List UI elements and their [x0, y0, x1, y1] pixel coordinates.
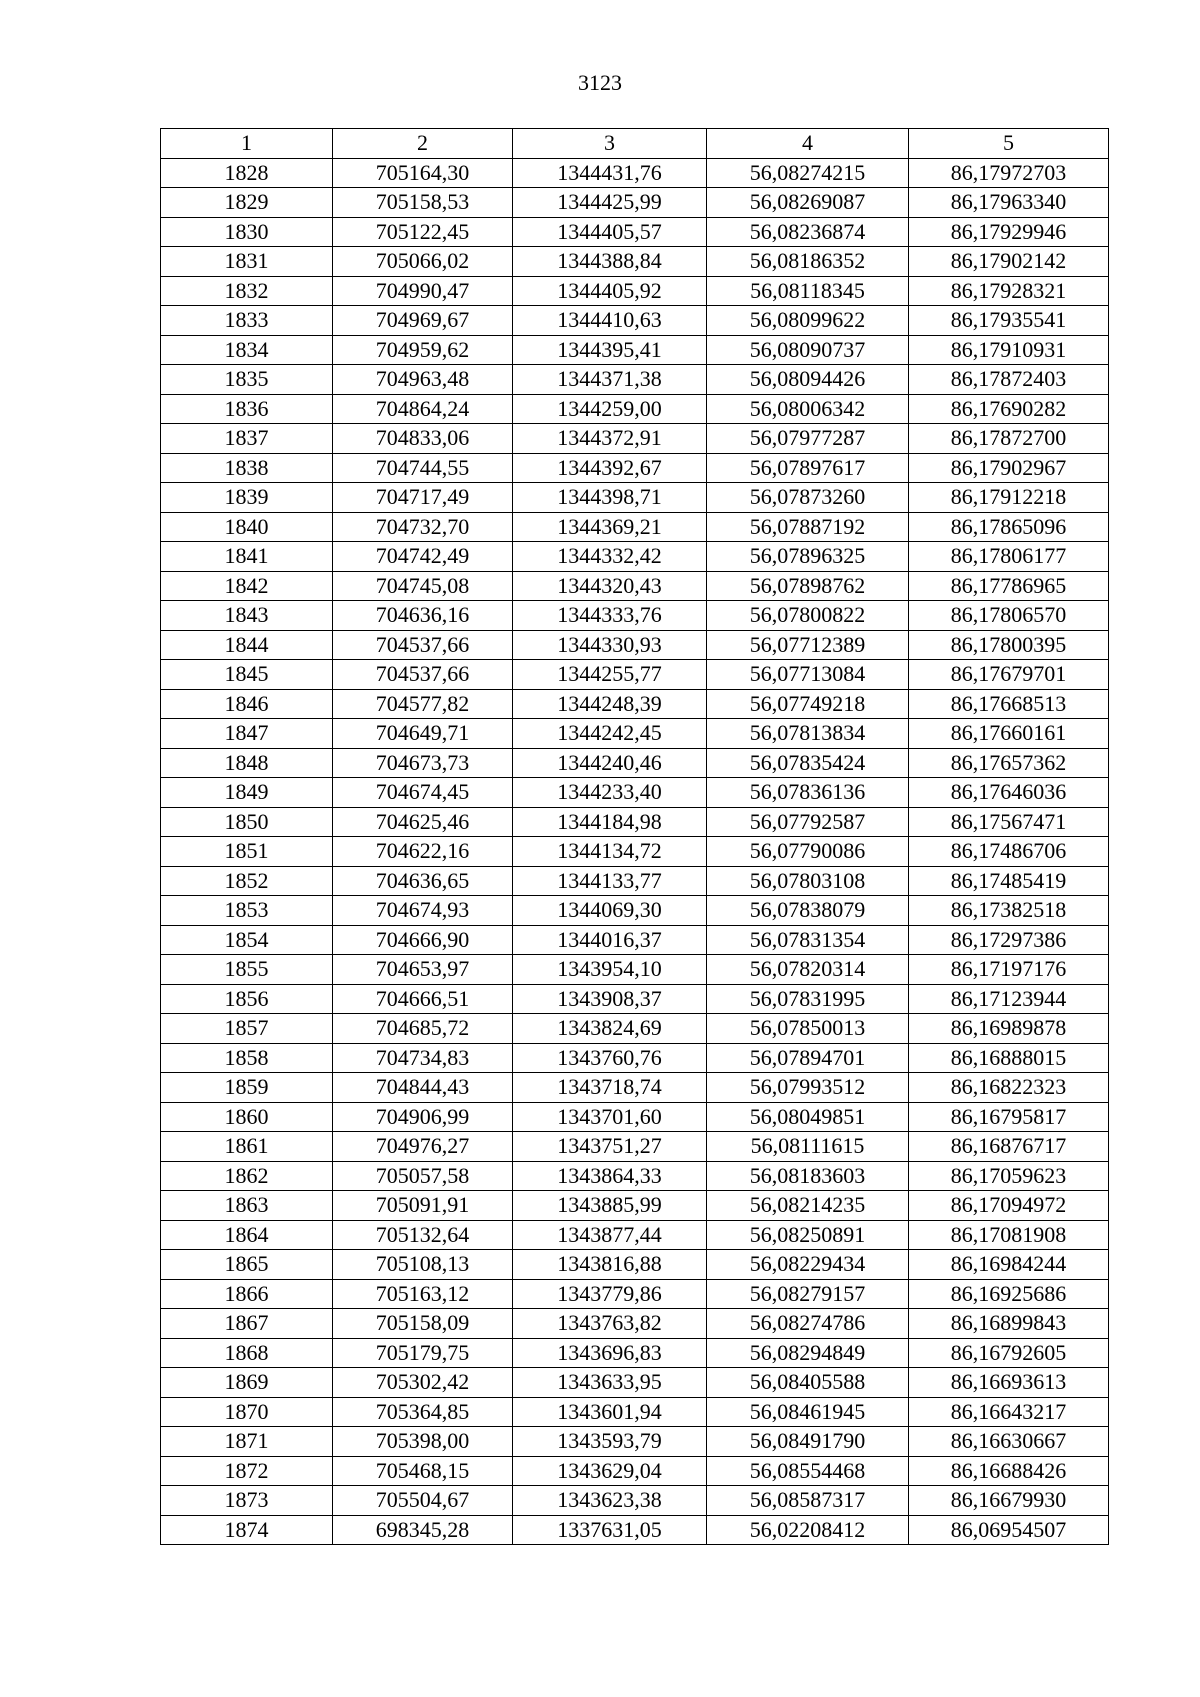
column-header-4: 4 [707, 129, 909, 159]
table-cell-col-2: 704833,06 [333, 424, 513, 454]
table-cell-col-3: 1343633,95 [513, 1368, 707, 1398]
table-cell-col-2: 704744,55 [333, 453, 513, 483]
table-cell-col-3: 1343593,79 [513, 1427, 707, 1457]
table-row [161, 335, 1109, 365]
table-row [161, 896, 1109, 926]
table-row [161, 660, 1109, 690]
table-cell-col-5: 86,17929946 [909, 217, 1109, 247]
table-cell-col-5: 86,17660161 [909, 719, 1109, 749]
table-cell-col-1: 1874 [161, 1515, 333, 1545]
table-cell-col-5: 86,17657362 [909, 748, 1109, 778]
table-cell-col-1: 1835 [161, 365, 333, 395]
table-cell-col-3: 1344242,45 [513, 719, 707, 749]
table-row [161, 1456, 1109, 1486]
header-row [161, 129, 1109, 159]
table-cell-col-5: 86,16630667 [909, 1427, 1109, 1457]
table-row [161, 807, 1109, 837]
table-cell-col-4: 56,07790086 [707, 837, 909, 867]
table-cell-col-1: 1860 [161, 1102, 333, 1132]
table-cell-col-5: 86,17690282 [909, 394, 1109, 424]
table-cell-col-2: 704636,16 [333, 601, 513, 631]
table-cell-col-3: 1343763,82 [513, 1309, 707, 1339]
table-cell-col-2: 704734,83 [333, 1043, 513, 1073]
table-row [161, 1191, 1109, 1221]
table-cell-col-3: 1343885,99 [513, 1191, 707, 1221]
table-row [161, 247, 1109, 277]
table-cell-col-3: 1344398,71 [513, 483, 707, 513]
table-cell-col-4: 56,07896325 [707, 542, 909, 572]
table-cell-col-5: 86,17935541 [909, 306, 1109, 336]
table-cell-col-4: 56,08186352 [707, 247, 909, 277]
table-cell-col-1: 1859 [161, 1073, 333, 1103]
table-row [161, 1220, 1109, 1250]
table-cell-col-5: 86,16888015 [909, 1043, 1109, 1073]
table-cell-col-1: 1841 [161, 542, 333, 572]
table-cell-col-5: 86,16925686 [909, 1279, 1109, 1309]
table-cell-col-5: 86,17123944 [909, 984, 1109, 1014]
table-cell-col-3: 1343864,33 [513, 1161, 707, 1191]
table-cell-col-5: 86,17668513 [909, 689, 1109, 719]
table-cell-col-4: 56,07897617 [707, 453, 909, 483]
table-cell-col-5: 86,17872403 [909, 365, 1109, 395]
table-cell-col-4: 56,08491790 [707, 1427, 909, 1457]
page-number: 3123 [578, 70, 622, 95]
table-row [161, 1338, 1109, 1368]
table-cell-col-1: 1853 [161, 896, 333, 926]
table-cell-col-1: 1845 [161, 660, 333, 690]
table-row [161, 1279, 1109, 1309]
table-cell-col-3: 1344069,30 [513, 896, 707, 926]
table-cell-col-5: 86,17912218 [909, 483, 1109, 513]
table-cell-col-4: 56,07831995 [707, 984, 909, 1014]
table-cell-col-1: 1849 [161, 778, 333, 808]
table-row [161, 1368, 1109, 1398]
table-cell-col-3: 1344332,42 [513, 542, 707, 572]
table-cell-col-3: 1344134,72 [513, 837, 707, 867]
table-cell-col-4: 56,07713084 [707, 660, 909, 690]
table-cell-col-5: 86,16792605 [909, 1338, 1109, 1368]
table-cell-col-4: 56,07850013 [707, 1014, 909, 1044]
table-cell-col-2: 704906,99 [333, 1102, 513, 1132]
table-row [161, 1250, 1109, 1280]
table-cell-col-5: 86,16643217 [909, 1397, 1109, 1427]
table-cell-col-4: 56,08279157 [707, 1279, 909, 1309]
table-cell-col-5: 86,17872700 [909, 424, 1109, 454]
table-cell-col-1: 1848 [161, 748, 333, 778]
table-cell-col-2: 705132,64 [333, 1220, 513, 1250]
table-row [161, 689, 1109, 719]
table-row [161, 1132, 1109, 1162]
table-cell-col-3: 1344184,98 [513, 807, 707, 837]
table-cell-col-4: 56,08294849 [707, 1338, 909, 1368]
table-cell-col-3: 1343779,86 [513, 1279, 707, 1309]
table-cell-col-2: 704990,47 [333, 276, 513, 306]
table-cell-col-2: 704666,51 [333, 984, 513, 1014]
table-cell-col-4: 56,07820314 [707, 955, 909, 985]
table-cell-col-5: 86,17928321 [909, 276, 1109, 306]
table-cell-col-4: 56,08214235 [707, 1191, 909, 1221]
table-cell-col-2: 704625,46 [333, 807, 513, 837]
table-cell-col-4: 56,07800822 [707, 601, 909, 631]
table-row [161, 483, 1109, 513]
table-cell-col-1: 1864 [161, 1220, 333, 1250]
table-cell-col-4: 56,08049851 [707, 1102, 909, 1132]
table-cell-col-1: 1850 [161, 807, 333, 837]
table-cell-col-3: 1344410,63 [513, 306, 707, 336]
table-cell-col-4: 56,07792587 [707, 807, 909, 837]
table-cell-col-4: 56,07803108 [707, 866, 909, 896]
table-cell-col-5: 86,17567471 [909, 807, 1109, 837]
table-cell-col-1: 1832 [161, 276, 333, 306]
table-cell-col-2: 705158,09 [333, 1309, 513, 1339]
table-row [161, 512, 1109, 542]
table-row [161, 1102, 1109, 1132]
table-cell-col-3: 1343701,60 [513, 1102, 707, 1132]
table-cell-col-1: 1870 [161, 1397, 333, 1427]
table-cell-col-2: 705122,45 [333, 217, 513, 247]
table-cell-col-2: 704976,27 [333, 1132, 513, 1162]
table-cell-col-5: 86,17486706 [909, 837, 1109, 867]
table-row [161, 424, 1109, 454]
table-cell-col-1: 1830 [161, 217, 333, 247]
table-cell-col-2: 705158,53 [333, 188, 513, 218]
table-cell-col-3: 1343696,83 [513, 1338, 707, 1368]
table-row [161, 306, 1109, 336]
table-cell-col-3: 1344255,77 [513, 660, 707, 690]
table-cell-col-4: 56,08229434 [707, 1250, 909, 1280]
table-row [161, 955, 1109, 985]
table-cell-col-5: 86,17963340 [909, 188, 1109, 218]
table-cell-col-1: 1836 [161, 394, 333, 424]
table-cell-col-2: 704537,66 [333, 630, 513, 660]
table-cell-col-3: 1344369,21 [513, 512, 707, 542]
table-cell-col-4: 56,07977287 [707, 424, 909, 454]
table-cell-col-1: 1846 [161, 689, 333, 719]
table-cell-col-3: 1343877,44 [513, 1220, 707, 1250]
table-cell-col-1: 1842 [161, 571, 333, 601]
table-cell-col-5: 86,17382518 [909, 896, 1109, 926]
table-row [161, 1014, 1109, 1044]
table-cell-col-2: 704969,67 [333, 306, 513, 336]
table-cell-col-3: 1344133,77 [513, 866, 707, 896]
table-cell-col-2: 705504,67 [333, 1486, 513, 1516]
table-cell-col-2: 705179,75 [333, 1338, 513, 1368]
table-cell-col-2: 704673,73 [333, 748, 513, 778]
table-cell-col-5: 86,17910931 [909, 335, 1109, 365]
table-cell-col-3: 1344233,40 [513, 778, 707, 808]
table-cell-col-4: 56,08250891 [707, 1220, 909, 1250]
table-cell-col-1: 1858 [161, 1043, 333, 1073]
table-cell-col-1: 1865 [161, 1250, 333, 1280]
table-cell-col-1: 1833 [161, 306, 333, 336]
table-cell-col-5: 86,17806570 [909, 601, 1109, 631]
table-cell-col-1: 1828 [161, 158, 333, 188]
table-cell-col-1: 1829 [161, 188, 333, 218]
table-row [161, 719, 1109, 749]
table-cell-col-1: 1838 [161, 453, 333, 483]
table-cell-col-2: 704685,72 [333, 1014, 513, 1044]
table-cell-col-5: 86,16984244 [909, 1250, 1109, 1280]
table-cell-col-3: 1344248,39 [513, 689, 707, 719]
table-row [161, 1309, 1109, 1339]
table-header [161, 129, 1109, 159]
table-cell-col-1: 1844 [161, 630, 333, 660]
table-cell-col-5: 86,16679930 [909, 1486, 1109, 1516]
table-cell-col-4: 56,08099622 [707, 306, 909, 336]
table-cell-col-1: 1851 [161, 837, 333, 867]
table-cell-col-2: 704537,66 [333, 660, 513, 690]
table-cell-col-4: 56,08118345 [707, 276, 909, 306]
table-cell-col-4: 56,07831354 [707, 925, 909, 955]
table-cell-col-1: 1861 [161, 1132, 333, 1162]
table-cell-col-2: 705163,12 [333, 1279, 513, 1309]
table-cell-col-3: 1344259,00 [513, 394, 707, 424]
table-cell-col-3: 1343760,76 [513, 1043, 707, 1073]
table-cell-col-2: 704577,82 [333, 689, 513, 719]
table-cell-col-4: 56,08587317 [707, 1486, 909, 1516]
column-header-2: 2 [333, 129, 513, 159]
table-cell-col-4: 56,08554468 [707, 1456, 909, 1486]
table-cell-col-2: 698345,28 [333, 1515, 513, 1545]
table-cell-col-5: 86,06954507 [909, 1515, 1109, 1545]
table-cell-col-5: 86,17902142 [909, 247, 1109, 277]
table-cell-col-4: 56,07838079 [707, 896, 909, 926]
table-cell-col-1: 1871 [161, 1427, 333, 1457]
table-cell-col-4: 56,07712389 [707, 630, 909, 660]
table-cell-col-4: 56,07873260 [707, 483, 909, 513]
table-cell-col-5: 86,17679701 [909, 660, 1109, 690]
table-cell-col-2: 704959,62 [333, 335, 513, 365]
table-row [161, 158, 1109, 188]
table-cell-col-4: 56,07749218 [707, 689, 909, 719]
table-cell-col-2: 705066,02 [333, 247, 513, 277]
table-row [161, 778, 1109, 808]
table-cell-col-2: 705108,13 [333, 1250, 513, 1280]
table-row [161, 1161, 1109, 1191]
table-cell-col-5: 86,17786965 [909, 571, 1109, 601]
table-cell-col-3: 1344425,99 [513, 188, 707, 218]
table-cell-col-5: 86,16989878 [909, 1014, 1109, 1044]
table-cell-col-2: 704864,24 [333, 394, 513, 424]
table-cell-col-3: 1344016,37 [513, 925, 707, 955]
table-cell-col-5: 86,16876717 [909, 1132, 1109, 1162]
table-cell-col-4: 56,07813834 [707, 719, 909, 749]
table-cell-col-3: 1343954,10 [513, 955, 707, 985]
table-cell-col-4: 56,07898762 [707, 571, 909, 601]
table-cell-col-2: 704622,16 [333, 837, 513, 867]
table-cell-col-5: 86,17297386 [909, 925, 1109, 955]
table-cell-col-4: 56,08274786 [707, 1309, 909, 1339]
table-cell-col-5: 86,16795817 [909, 1102, 1109, 1132]
table-cell-col-4: 56,08183603 [707, 1161, 909, 1191]
table-cell-col-5: 86,16822323 [909, 1073, 1109, 1103]
table-cell-col-3: 1343629,04 [513, 1456, 707, 1486]
table-cell-col-2: 705057,58 [333, 1161, 513, 1191]
column-header-1: 1 [161, 129, 333, 159]
table-cell-col-5: 86,17902967 [909, 453, 1109, 483]
table-row [161, 837, 1109, 867]
table-row [161, 453, 1109, 483]
table-cell-col-4: 56,08090737 [707, 335, 909, 365]
table-cell-col-2: 704666,90 [333, 925, 513, 955]
table-cell-col-5: 86,17800395 [909, 630, 1109, 660]
table-cell-col-2: 705164,30 [333, 158, 513, 188]
table-row [161, 925, 1109, 955]
table-row [161, 188, 1109, 218]
table-cell-col-1: 1843 [161, 601, 333, 631]
table-row [161, 217, 1109, 247]
table-cell-col-3: 1343751,27 [513, 1132, 707, 1162]
table-cell-col-4: 56,07993512 [707, 1073, 909, 1103]
table-cell-col-5: 86,17806177 [909, 542, 1109, 572]
table-row [161, 1486, 1109, 1516]
table-cell-col-2: 704732,70 [333, 512, 513, 542]
table-row [161, 1043, 1109, 1073]
table-cell-col-4: 56,07894701 [707, 1043, 909, 1073]
table-row [161, 1515, 1109, 1545]
table-row [161, 276, 1109, 306]
column-header-5: 5 [909, 129, 1109, 159]
table-body [161, 158, 1109, 1545]
table-cell-col-2: 704742,49 [333, 542, 513, 572]
table-cell-col-1: 1872 [161, 1456, 333, 1486]
table-row [161, 984, 1109, 1014]
table-cell-col-5: 86,17059623 [909, 1161, 1109, 1191]
column-header-3: 3 [513, 129, 707, 159]
table-cell-col-4: 56,08405588 [707, 1368, 909, 1398]
table-cell-col-4: 56,08006342 [707, 394, 909, 424]
table-cell-col-1: 1866 [161, 1279, 333, 1309]
table-cell-col-2: 704745,08 [333, 571, 513, 601]
table-cell-col-1: 1873 [161, 1486, 333, 1516]
table-row [161, 542, 1109, 572]
table-cell-col-3: 1343601,94 [513, 1397, 707, 1427]
table-cell-col-3: 1344395,41 [513, 335, 707, 365]
table-cell-col-3: 1343824,69 [513, 1014, 707, 1044]
table-cell-col-5: 86,17081908 [909, 1220, 1109, 1250]
table-row [161, 394, 1109, 424]
table-cell-col-1: 1856 [161, 984, 333, 1014]
table-cell-col-1: 1869 [161, 1368, 333, 1398]
table-row [161, 365, 1109, 395]
table-cell-col-4: 56,08111615 [707, 1132, 909, 1162]
table-cell-col-2: 704674,93 [333, 896, 513, 926]
table-cell-col-5: 86,17197176 [909, 955, 1109, 985]
table-cell-col-3: 1343623,38 [513, 1486, 707, 1516]
table-cell-col-3: 1344431,76 [513, 158, 707, 188]
table-cell-col-3: 1343816,88 [513, 1250, 707, 1280]
table-cell-col-4: 56,08236874 [707, 217, 909, 247]
table-cell-col-1: 1863 [161, 1191, 333, 1221]
table-cell-col-2: 704674,45 [333, 778, 513, 808]
table-cell-col-1: 1831 [161, 247, 333, 277]
table-row [161, 1073, 1109, 1103]
table-cell-col-2: 705091,91 [333, 1191, 513, 1221]
table-cell-col-5: 86,17646036 [909, 778, 1109, 808]
table-cell-col-1: 1855 [161, 955, 333, 985]
table-cell-col-4: 56,07835424 [707, 748, 909, 778]
table-cell-col-5: 86,16899843 [909, 1309, 1109, 1339]
table-cell-col-5: 86,16688426 [909, 1456, 1109, 1486]
table-row [161, 630, 1109, 660]
table-cell-col-2: 704653,97 [333, 955, 513, 985]
table-cell-col-5: 86,16693613 [909, 1368, 1109, 1398]
table-row [161, 1427, 1109, 1457]
table-cell-col-2: 705302,42 [333, 1368, 513, 1398]
table-cell-col-3: 1344388,84 [513, 247, 707, 277]
table-cell-col-1: 1854 [161, 925, 333, 955]
table-cell-col-1: 1852 [161, 866, 333, 896]
table-row [161, 571, 1109, 601]
table-cell-col-3: 1344330,93 [513, 630, 707, 660]
table-cell-col-2: 704844,43 [333, 1073, 513, 1103]
table-cell-col-2: 705364,85 [333, 1397, 513, 1427]
table-cell-col-3: 1337631,05 [513, 1515, 707, 1545]
table-row [161, 1397, 1109, 1427]
table-cell-col-4: 56,02208412 [707, 1515, 909, 1545]
table-cell-col-2: 705468,15 [333, 1456, 513, 1486]
table-cell-col-4: 56,08094426 [707, 365, 909, 395]
table-cell-col-3: 1344333,76 [513, 601, 707, 631]
table-cell-col-3: 1343718,74 [513, 1073, 707, 1103]
table-cell-col-2: 704636,65 [333, 866, 513, 896]
table-cell-col-1: 1837 [161, 424, 333, 454]
table-row [161, 748, 1109, 778]
table-cell-col-4: 56,07887192 [707, 512, 909, 542]
table-cell-col-3: 1343908,37 [513, 984, 707, 1014]
table-row [161, 601, 1109, 631]
table-cell-col-3: 1344405,57 [513, 217, 707, 247]
table-cell-col-4: 56,08269087 [707, 188, 909, 218]
table-cell-col-4: 56,07836136 [707, 778, 909, 808]
table-cell-col-5: 86,17094972 [909, 1191, 1109, 1221]
table-cell-col-2: 704963,48 [333, 365, 513, 395]
table-cell-col-4: 56,08274215 [707, 158, 909, 188]
table-cell-col-5: 86,17972703 [909, 158, 1109, 188]
table-cell-col-5: 86,17865096 [909, 512, 1109, 542]
table-cell-col-1: 1834 [161, 335, 333, 365]
table-cell-col-1: 1847 [161, 719, 333, 749]
table-cell-col-3: 1344372,91 [513, 424, 707, 454]
table-cell-col-1: 1868 [161, 1338, 333, 1368]
table-cell-col-4: 56,08461945 [707, 1397, 909, 1427]
table-cell-col-1: 1867 [161, 1309, 333, 1339]
table-row [161, 866, 1109, 896]
table-cell-col-2: 704649,71 [333, 719, 513, 749]
table-cell-col-3: 1344371,38 [513, 365, 707, 395]
table-cell-col-1: 1839 [161, 483, 333, 513]
coordinates-table [160, 128, 1109, 1545]
table-cell-col-2: 705398,00 [333, 1427, 513, 1457]
table-cell-col-1: 1840 [161, 512, 333, 542]
table-cell-col-5: 86,17485419 [909, 866, 1109, 896]
table-cell-col-2: 704717,49 [333, 483, 513, 513]
table-cell-col-3: 1344320,43 [513, 571, 707, 601]
table-cell-col-1: 1857 [161, 1014, 333, 1044]
table-cell-col-1: 1862 [161, 1161, 333, 1191]
table-cell-col-3: 1344392,67 [513, 453, 707, 483]
table-cell-col-3: 1344240,46 [513, 748, 707, 778]
table-cell-col-3: 1344405,92 [513, 276, 707, 306]
